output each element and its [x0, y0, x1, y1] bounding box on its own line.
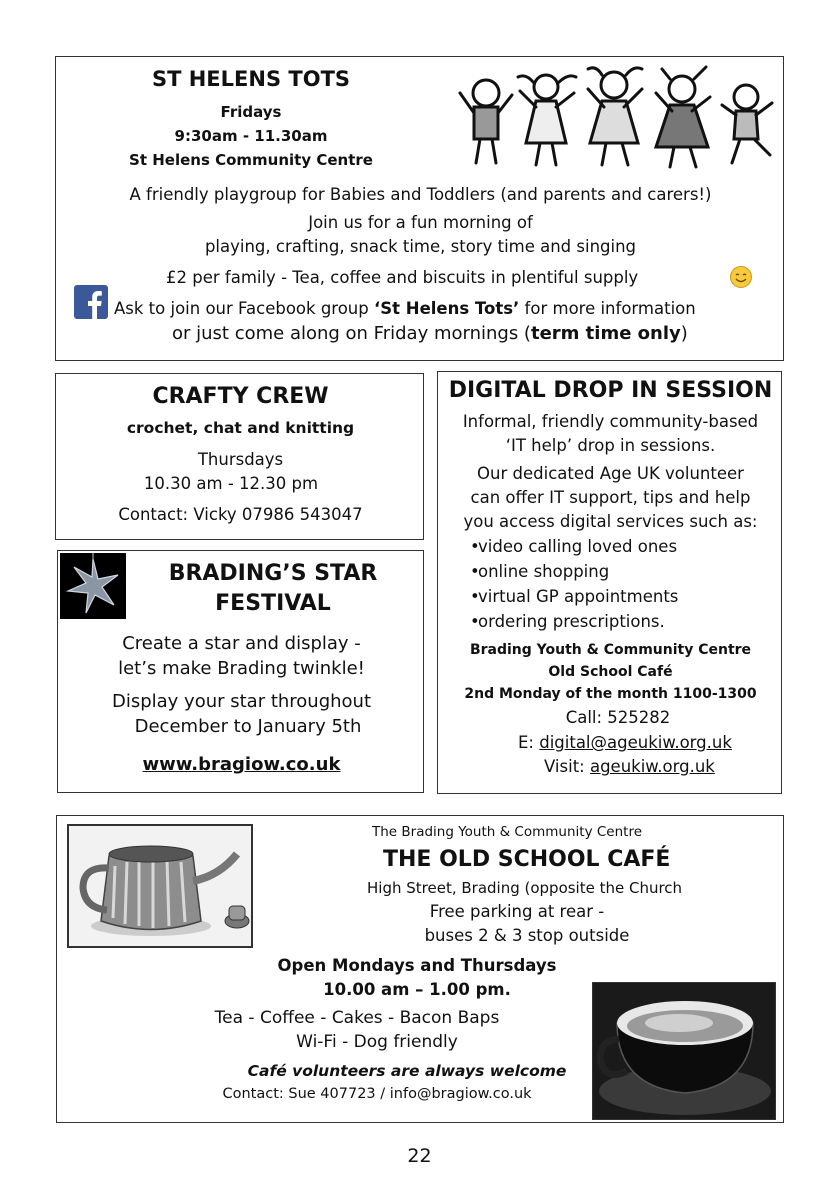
digital-bullet: • online shopping [478, 562, 778, 581]
cafe-open-days: Open Mondays and Thursdays [277, 956, 557, 975]
digital-bullet: • video calling loved ones [478, 537, 778, 556]
digital-when: 2nd Monday of the month 1100-1300 [464, 686, 757, 702]
digital-email-line [518, 733, 783, 752]
crafty-crew-panel [55, 373, 424, 540]
cafe-buses: buses 2 & 3 stop outside [424, 926, 630, 945]
cafe-volunteers: Café volunteers are always welcome [247, 1062, 567, 1080]
cafe-contact: Contact: Sue 407723 / info@bragiow.co.uk [222, 1086, 532, 1102]
coffee-cup-photo [592, 982, 776, 1120]
crafty-day: Thursdays [197, 450, 284, 469]
tots-friday-line [172, 323, 772, 344]
digital-venue2: Old School Café [548, 664, 673, 680]
cafe-address: High Street, Brading (opposite the Church [367, 879, 683, 897]
crafty-time: 10.30 am - 12.30 pm [143, 474, 319, 493]
crafty-title: CRAFTY CREW [152, 384, 329, 409]
star-line3: Display your star throughout [111, 691, 372, 712]
digital-title: DIGITAL DROP IN SESSION [448, 378, 773, 403]
smiley-icon [729, 265, 753, 289]
dancing-children-illustration [456, 63, 774, 173]
page-number: 22 [407, 1145, 432, 1167]
digital-visit-link[interactable]: ageukiw.org.uk [589, 757, 715, 776]
star-line4: December to January 5th [134, 716, 362, 737]
cafe-menu: Tea - Coffee - Cakes - Bacon Baps [214, 1008, 500, 1028]
tots-fb-pre: Ask to join our Facebook group [114, 299, 374, 318]
tots-title: ST HELENS TOTS [151, 67, 351, 91]
digital-body2: can offer IT support, tips and help [470, 488, 751, 507]
teapot-photo [67, 824, 253, 948]
tots-friday-pre: or just come along on Friday mornings ( [172, 323, 531, 344]
tots-description: A friendly playgroup for Babies and Toddlers (and parents and carers!) [129, 185, 712, 204]
digital-call: Call: 525282 [565, 708, 671, 727]
crafty-contact: Contact: Vicky 07986 543047 [118, 505, 363, 524]
tots-venue: St Helens Community Centre [129, 151, 373, 169]
digital-email-link[interactable]: digital@ageukiw.org.uk [539, 733, 732, 752]
cafe-organisation: The Brading Youth & Community Centre [371, 824, 642, 840]
digital-visit-line [544, 757, 783, 776]
digital-bullet: • ordering prescriptions. [478, 612, 778, 631]
digital-body3: you access digital services such as: [463, 512, 758, 531]
facebook-icon [74, 285, 108, 319]
tots-friday-bold: term time only [530, 323, 681, 344]
digital-email-label: E: [518, 733, 540, 752]
st-helens-tots-panel [55, 56, 784, 361]
tots-fb-group: ‘St Helens Tots’ [373, 299, 520, 318]
star-title-line1: BRADING’S STAR [168, 561, 378, 586]
tots-time: 9:30am - 11.30am [174, 127, 328, 145]
star-line1: Create a star and display - [122, 633, 361, 654]
crafty-subtitle: crochet, chat and knitting [126, 419, 355, 437]
digital-intro1: Informal, friendly community-based [462, 412, 759, 431]
tots-price: £2 per family - Tea, coffee and biscuits in plentiful supply [166, 268, 639, 287]
digital-body1: Our dedicated Age UK volunteer [477, 464, 744, 483]
tots-join-line1: Join us for a fun morning of [308, 213, 533, 232]
digital-venue1: Brading Youth & Community Centre [469, 642, 752, 658]
star-festival-panel [57, 550, 424, 793]
cafe-wifi: Wi-Fi - Dog friendly [296, 1032, 458, 1052]
tots-join-line2: playing, crafting, snack time, story time and singing [204, 237, 637, 256]
tots-fb-post: for more information [519, 299, 696, 318]
digital-visit-label: Visit: [544, 757, 590, 776]
digital-drop-in-panel [437, 371, 782, 794]
old-school-cafe-panel [56, 815, 784, 1123]
star-website-link[interactable]: www.bragiow.co.uk [142, 754, 341, 775]
cafe-title: THE OLD SCHOOL CAFÉ [383, 847, 671, 872]
digital-intro2: ‘IT help’ drop in sessions. [505, 436, 716, 455]
cafe-hours: 10.00 am – 1.00 pm. [323, 980, 511, 999]
star-title-line2: FESTIVAL [215, 591, 331, 616]
digital-bullet: • virtual GP appointments [478, 587, 778, 606]
star-ornament-icon [60, 553, 126, 619]
cafe-parking: Free parking at rear - [429, 902, 605, 921]
tots-friday-post: ) [680, 323, 688, 344]
tots-facebook-line [114, 299, 774, 318]
star-line2: let’s make Brading twinkle! [118, 658, 365, 679]
tots-day: Fridays [220, 103, 282, 121]
